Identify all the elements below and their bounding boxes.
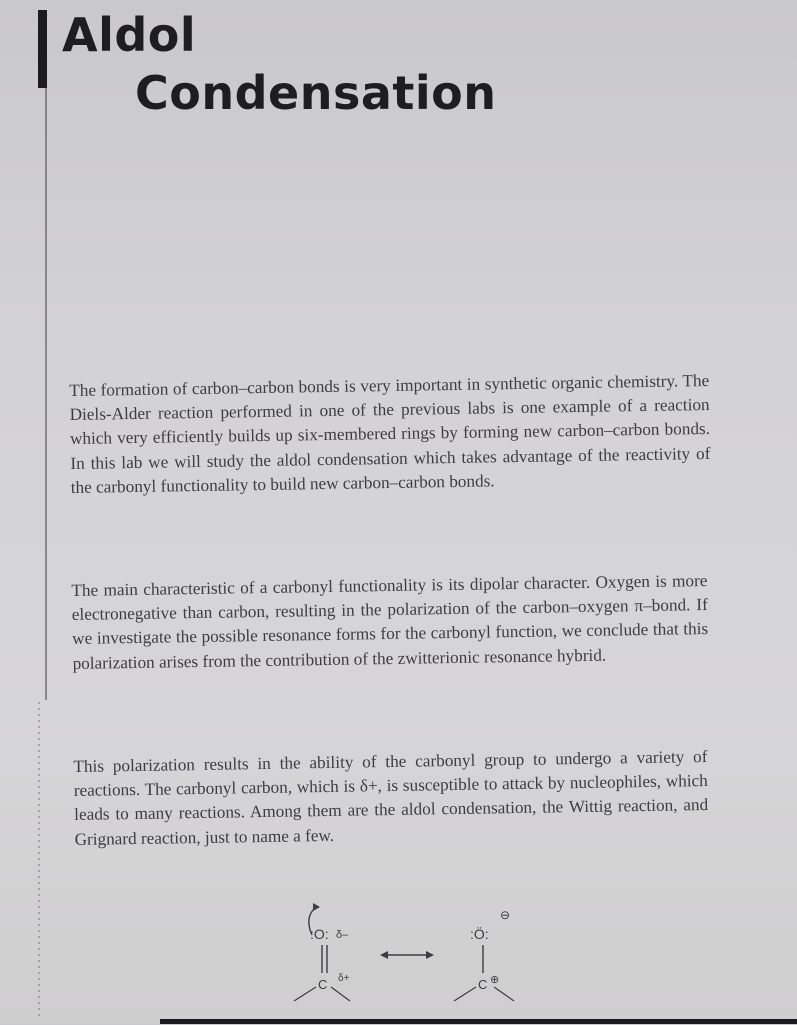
resonance-diagram: [280, 895, 540, 1020]
paragraph-intro: The formation of carbon–carbon bonds is very important in synthetic organic chemistry. The Diels-Alder reaction performed in one of the previous labs is one example of a reaction which very efficiently builds up six-membered rings by forming new carbon–carbon bonds. In this lab we will study the aldol condensation which takes advantage of the reactivity of the carbonyl functionality to build new carbon–carbon bonds.: [69, 371, 711, 498]
resonance-arrow-head-right: [426, 951, 434, 959]
left-bond-lower-left: [294, 987, 316, 1001]
paragraph-reactivity: This polarization results in the ability of the carbonyl group to undergo a variety of reactions. The carbonyl carbon, which is δ+, is susceptible to attack by nucleophiles, which leads to many reactions. Among them are the aldol condensation, the Wittig reaction, and Grignard reaction, just to name a few.: [73, 747, 709, 849]
left-carbon: C: [318, 977, 328, 992]
page-margin-dots: [38, 700, 40, 1020]
paragraph-dipolar: The main characteristic of a carbonyl functionality is its dipolar character. Oxygen is more electronegative than carbon, resulting in the polarization of the carbon–oxygen π–bond. If we investigate the possible resonance forms for the carbonyl function, we conclude that this polarization arises from the contribution of the zwitterionic resonance hybrid.: [71, 571, 709, 673]
left-oxygen: :O:: [310, 926, 329, 942]
curved-arrow-head: [313, 903, 320, 911]
right-oxygen-charge: ⊖: [500, 908, 511, 922]
left-bond-lower-right: [331, 987, 350, 1001]
title-accent-bar: [38, 10, 47, 88]
right-bond-lower-right: [494, 987, 514, 1001]
left-carbon-charge: δ+: [338, 973, 350, 984]
resonance-arrow-head-left: [380, 951, 388, 959]
left-oxygen-charge: δ–: [336, 929, 349, 941]
right-oxygen: :Ö:: [470, 926, 489, 942]
bottom-edge-strip: [160, 1019, 797, 1024]
right-carbon-charge: ⊕: [490, 974, 500, 986]
right-carbon: C: [478, 977, 488, 992]
chapter-title-line1: Aldol: [62, 8, 197, 62]
chapter-title-line2: Condensation: [135, 66, 497, 120]
right-bond-lower-left: [454, 987, 476, 1001]
page-margin-line: [45, 40, 47, 700]
